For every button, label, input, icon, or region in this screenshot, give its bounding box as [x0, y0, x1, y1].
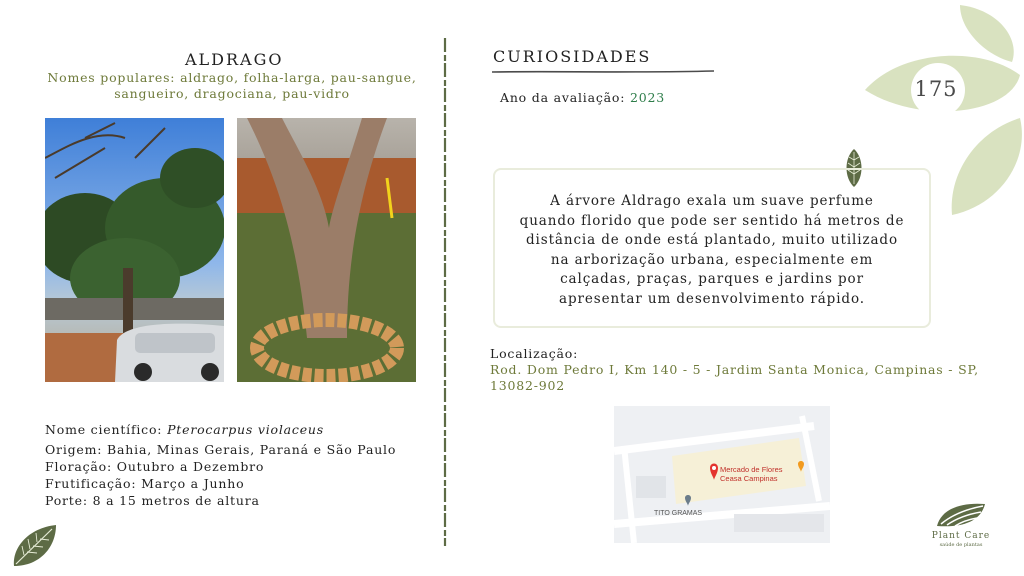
evaluation-year — [500, 90, 665, 105]
fruiting-text: Frutificação: Março a Junho — [45, 476, 245, 491]
scientific-name-value: Pterocarpus violaceus — [167, 422, 324, 437]
map-pin-label-line-1: Mercado de Flores — [720, 465, 783, 474]
plant-details — [45, 421, 396, 509]
evaluation-label: Ano da avaliação: — [500, 90, 630, 105]
size-text: Porte: 8 a 15 metros de altura — [45, 493, 260, 508]
curiosity-line: na arborização urbana, especialmente em — [550, 251, 874, 268]
curiosity-line: apresentar um desenvolvimento rápido. — [559, 290, 865, 307]
evaluation-value: 2023 — [629, 90, 665, 105]
curiosity-line: quando florido que pode ser sentido há metros de — [519, 212, 905, 229]
vertical-divider — [443, 38, 447, 546]
plant-care-logo — [935, 500, 987, 530]
scientific-name-label: Nome científico: — [45, 422, 168, 437]
location-label: Localização: — [490, 346, 579, 361]
address-line-2: 13082-902 — [490, 378, 566, 393]
curiosity-line: distância de onde está plantado, muito utilizado — [525, 232, 898, 248]
curiosities-title: CURIOSIDADES — [493, 47, 652, 66]
title-underline — [492, 69, 714, 75]
popular-names-line-1: Nomes populares: aldrago, folha-larga, pau-sangue, — [47, 70, 417, 85]
curiosity-line: A árvore Aldrago exala um suave perfume — [550, 193, 874, 209]
scientific-name — [45, 421, 396, 438]
curiosity-card — [493, 168, 931, 328]
leaf-icon — [10, 522, 60, 570]
map-pin-label-line-2: Ceasa Campinas — [720, 474, 778, 483]
location-map[interactable] — [614, 406, 830, 543]
address-line-1: Rod. Dom Pedro I, Km 140 - 5 - Jardim Santa Monica, Campinas - SP, — [490, 362, 979, 377]
plant-title: ALDRAGO — [185, 50, 284, 69]
tree-photo — [45, 118, 224, 382]
logo-tagline: saúde de plantas — [939, 542, 983, 548]
flowering-text: Floração: Outubro a Dezembro — [45, 459, 265, 474]
location-block — [490, 346, 979, 394]
popular-names-line-2: sangueiro, dragociana, pau-vidro — [114, 86, 350, 101]
map-place-label: TITO GRAMAS — [654, 510, 703, 517]
map-pin-label[interactable] — [720, 465, 783, 483]
popular-names — [45, 70, 419, 102]
curiosity-line: calçadas, praças, parques e jardins por — [560, 271, 864, 287]
logo-name: Plant Care — [931, 531, 991, 541]
trunk-photo — [237, 118, 416, 382]
origin-text: Origem: Bahia, Minas Gerais, Paraná e São Paulo — [45, 442, 397, 457]
page-number: 175 — [914, 77, 958, 101]
